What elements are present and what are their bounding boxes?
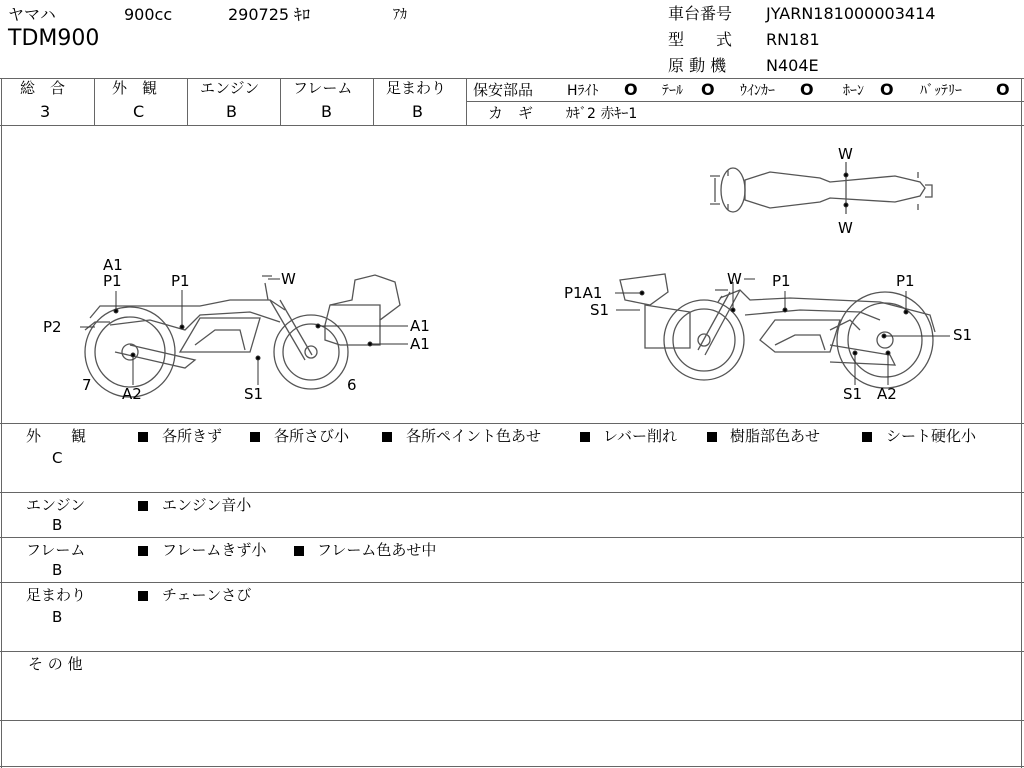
- note-item: 各所きず: [162, 427, 223, 445]
- safety-parts-label: 保安部品: [473, 81, 534, 99]
- damage-label: P1: [772, 272, 791, 290]
- tail-label: ﾃｰﾙ: [662, 83, 683, 99]
- battery-label: ﾊﾞｯﾃﾘｰ: [920, 83, 962, 99]
- damage-label: S1: [244, 385, 264, 403]
- damage-label: W: [727, 270, 742, 288]
- frame-grade: B: [321, 102, 332, 121]
- notes-exterior-label: 外 観: [26, 427, 87, 445]
- bullet-icon: [862, 432, 872, 442]
- note-item: シート硬化小: [886, 427, 977, 445]
- type-label: 型 式: [668, 30, 733, 49]
- engine-grade: B: [226, 102, 237, 121]
- overall-grade: 3: [40, 102, 51, 121]
- exterior-grade-label: 外 観: [112, 79, 158, 97]
- engine-model-value: N404E: [766, 56, 819, 75]
- key-label: カ ギ: [488, 104, 534, 122]
- damage-label: A2: [877, 385, 897, 403]
- note-item: 各所さび小: [274, 427, 350, 445]
- motorcycle-top-view-icon: [710, 162, 932, 214]
- horn-label: ﾎｰﾝ: [843, 83, 864, 99]
- exterior-grade: C: [133, 102, 145, 121]
- notes-engine-grade: B: [52, 516, 63, 534]
- notes-frame-label: フレーム: [26, 541, 86, 559]
- notes-frame-grade: B: [52, 561, 63, 579]
- notes-suspension-label: 足まわり: [26, 586, 87, 604]
- engine-model-label: 原 動 機: [668, 56, 727, 75]
- headlight-label: Hﾗｲﾄ: [567, 83, 599, 99]
- damage-label: W: [838, 145, 853, 163]
- horn-ok-mark: O: [880, 80, 894, 99]
- frame-grade-label: フレーム: [293, 79, 353, 97]
- tail-ok-mark: O: [701, 80, 715, 99]
- bullet-icon: [138, 546, 148, 556]
- damage-label: A1: [410, 317, 430, 335]
- winker-ok-mark: O: [800, 80, 814, 99]
- bullet-icon: [138, 432, 148, 442]
- damage-label: P1: [171, 272, 190, 290]
- note-item: レバー削れ: [603, 427, 677, 445]
- displacement: 900cc: [124, 5, 173, 24]
- bullet-icon: [250, 432, 260, 442]
- battery-ok-mark: O: [996, 80, 1010, 99]
- notes-other-label: そ の 他: [28, 655, 83, 673]
- bullet-icon: [707, 432, 717, 442]
- note-item: フレーム色あせ中: [317, 541, 437, 559]
- damage-label: 7: [82, 376, 92, 394]
- note-item: エンジン音小: [162, 496, 252, 514]
- maker: ヤマハ: [8, 5, 56, 24]
- headlight-ok-mark: O: [624, 80, 638, 99]
- model-name: TDM900: [8, 26, 100, 51]
- bullet-icon: [138, 591, 148, 601]
- damage-label: P1A1: [564, 284, 603, 302]
- suspension-grade-label: 足まわり: [386, 79, 447, 97]
- damage-label: W: [281, 270, 296, 288]
- type-value: RN181: [766, 30, 820, 49]
- frame-number: JYARN181000003414: [766, 4, 936, 23]
- bullet-icon: [382, 432, 392, 442]
- note-item: チェーンさび: [162, 586, 252, 604]
- damage-label: W: [838, 219, 853, 237]
- damage-label: P2: [43, 318, 62, 336]
- damage-label: A2: [122, 385, 142, 403]
- winker-label: ｳｲﾝｶｰ: [740, 83, 775, 99]
- bullet-icon: [294, 546, 304, 556]
- engine-grade-label: エンジン: [200, 79, 260, 97]
- note-item: フレームきず小: [162, 541, 267, 559]
- note-item: 樹脂部色あせ: [730, 427, 821, 445]
- mileage: 290725 ｷﾛ: [228, 5, 311, 24]
- notes-suspension-grade: B: [52, 608, 63, 626]
- frame-number-label: 車台番号: [668, 4, 733, 23]
- damage-label: A1: [410, 335, 430, 353]
- damage-label: 6: [347, 376, 357, 394]
- notes-exterior-grade: C: [52, 449, 63, 467]
- damage-label: A1: [103, 256, 123, 274]
- suspension-grade: B: [412, 102, 423, 121]
- key-value: ｶｷﾞ2 赤ｷｰ1: [566, 106, 638, 122]
- overall-label: 総 合: [20, 79, 66, 97]
- bullet-icon: [138, 501, 148, 511]
- damage-label: S1: [843, 385, 863, 403]
- note-item: 各所ペイント色あせ: [406, 427, 542, 445]
- notes-engine-label: エンジン: [26, 496, 86, 514]
- damage-label: S1: [590, 301, 610, 319]
- damage-label: P1: [896, 272, 915, 290]
- color: ｱｶ: [393, 7, 407, 23]
- damage-label: S1: [953, 326, 973, 344]
- damage-label: P1: [103, 272, 122, 290]
- bullet-icon: [580, 432, 590, 442]
